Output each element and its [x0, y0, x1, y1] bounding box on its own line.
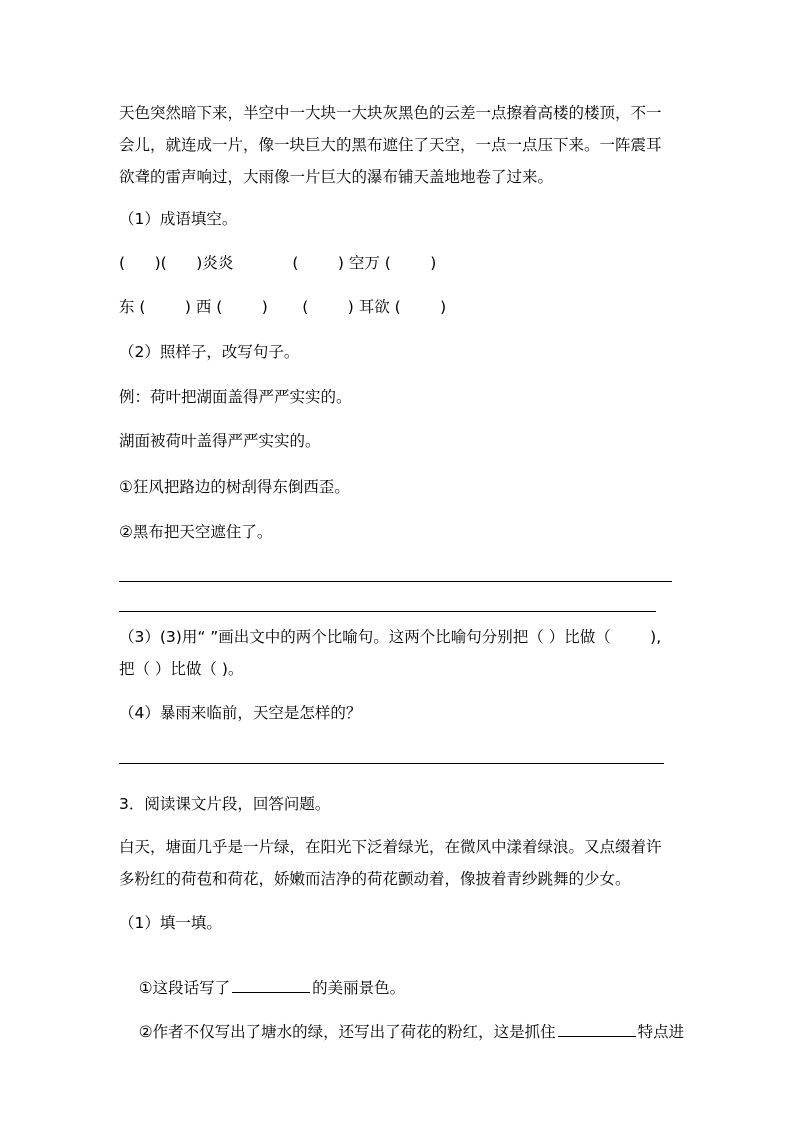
- q2-example1: 例：荷叶把湖面盖得严严实实的。: [119, 388, 352, 406]
- q3-line1: （3）(3)用“ ”画出文中的两个比喻句。这两个比喻句分别把（ ）比做（ ),: [119, 628, 662, 646]
- section3-heading: 3．阅读课文片段，回答问题。: [119, 795, 331, 813]
- passage1-line1: 天色突然暗下来，半空中一大块一大块灰黑色的云差一点擦着高楼的楼顶，不一: [119, 104, 662, 122]
- fill-blank-2[interactable]: [558, 1022, 636, 1037]
- item1-text-after: 的美丽景色。: [312, 979, 406, 997]
- q2-title: （2）照样子，改写句子。: [119, 343, 300, 361]
- q2-example2: 湖面被荷叶盖得严严实实的。: [119, 432, 321, 450]
- q1-idiom-row1: ( )( )炎炎 ( ) 空万 ( ): [119, 254, 437, 272]
- q2-item2: ②黑布把天空遮住了。: [119, 523, 273, 541]
- section3-item2: [119, 1002, 685, 1041]
- q1-idiom-row2: 东 ( ) 西 ( ) ( ) 耳欲 ( ): [119, 298, 447, 316]
- section3-sub1: （1）填一填。: [119, 914, 222, 932]
- q1-title: （1）成语填空。: [119, 210, 238, 228]
- passage2-line2: 多粉红的荷苞和荷花，娇嫩而洁净的荷花颤动着，像披着青纱跳舞的少女。: [119, 870, 631, 888]
- q2-item1: ①狂风把路边的树刮得东倒西歪。: [119, 478, 350, 496]
- passage1-line2: 会儿，就连成一片，像一块巨大的黑布遮住了天空，一点一点压下来。一阵震耳: [119, 136, 662, 154]
- answer-line-1[interactable]: [119, 581, 672, 582]
- passage1-line3: 欲聋的雷声响过，大雨像一片巨大的瀑布铺天盖地地卷了过来。: [119, 168, 554, 186]
- section3-item1: [119, 958, 406, 997]
- fill-blank-1[interactable]: [232, 978, 310, 993]
- answer-line-2[interactable]: [119, 611, 656, 612]
- passage2-line1: 白天，塘面几乎是一片绿，在阳光下泛着绿光，在微风中漾着绿浪。又点缀着许: [119, 838, 662, 856]
- item1-text-before: ①这段话写了: [138, 979, 231, 997]
- q4-title: （4）暴雨来临前，天空是怎样的？: [119, 704, 362, 722]
- item2-text-before: ②作者不仅写出了塘水的绿，还写出了荷花的粉红，这是抓住: [138, 1023, 556, 1041]
- answer-line-3[interactable]: [119, 763, 664, 764]
- q3-line2: 把（ ）比做（ )。: [119, 660, 244, 678]
- item2-text-after: 特点进: [637, 1023, 685, 1041]
